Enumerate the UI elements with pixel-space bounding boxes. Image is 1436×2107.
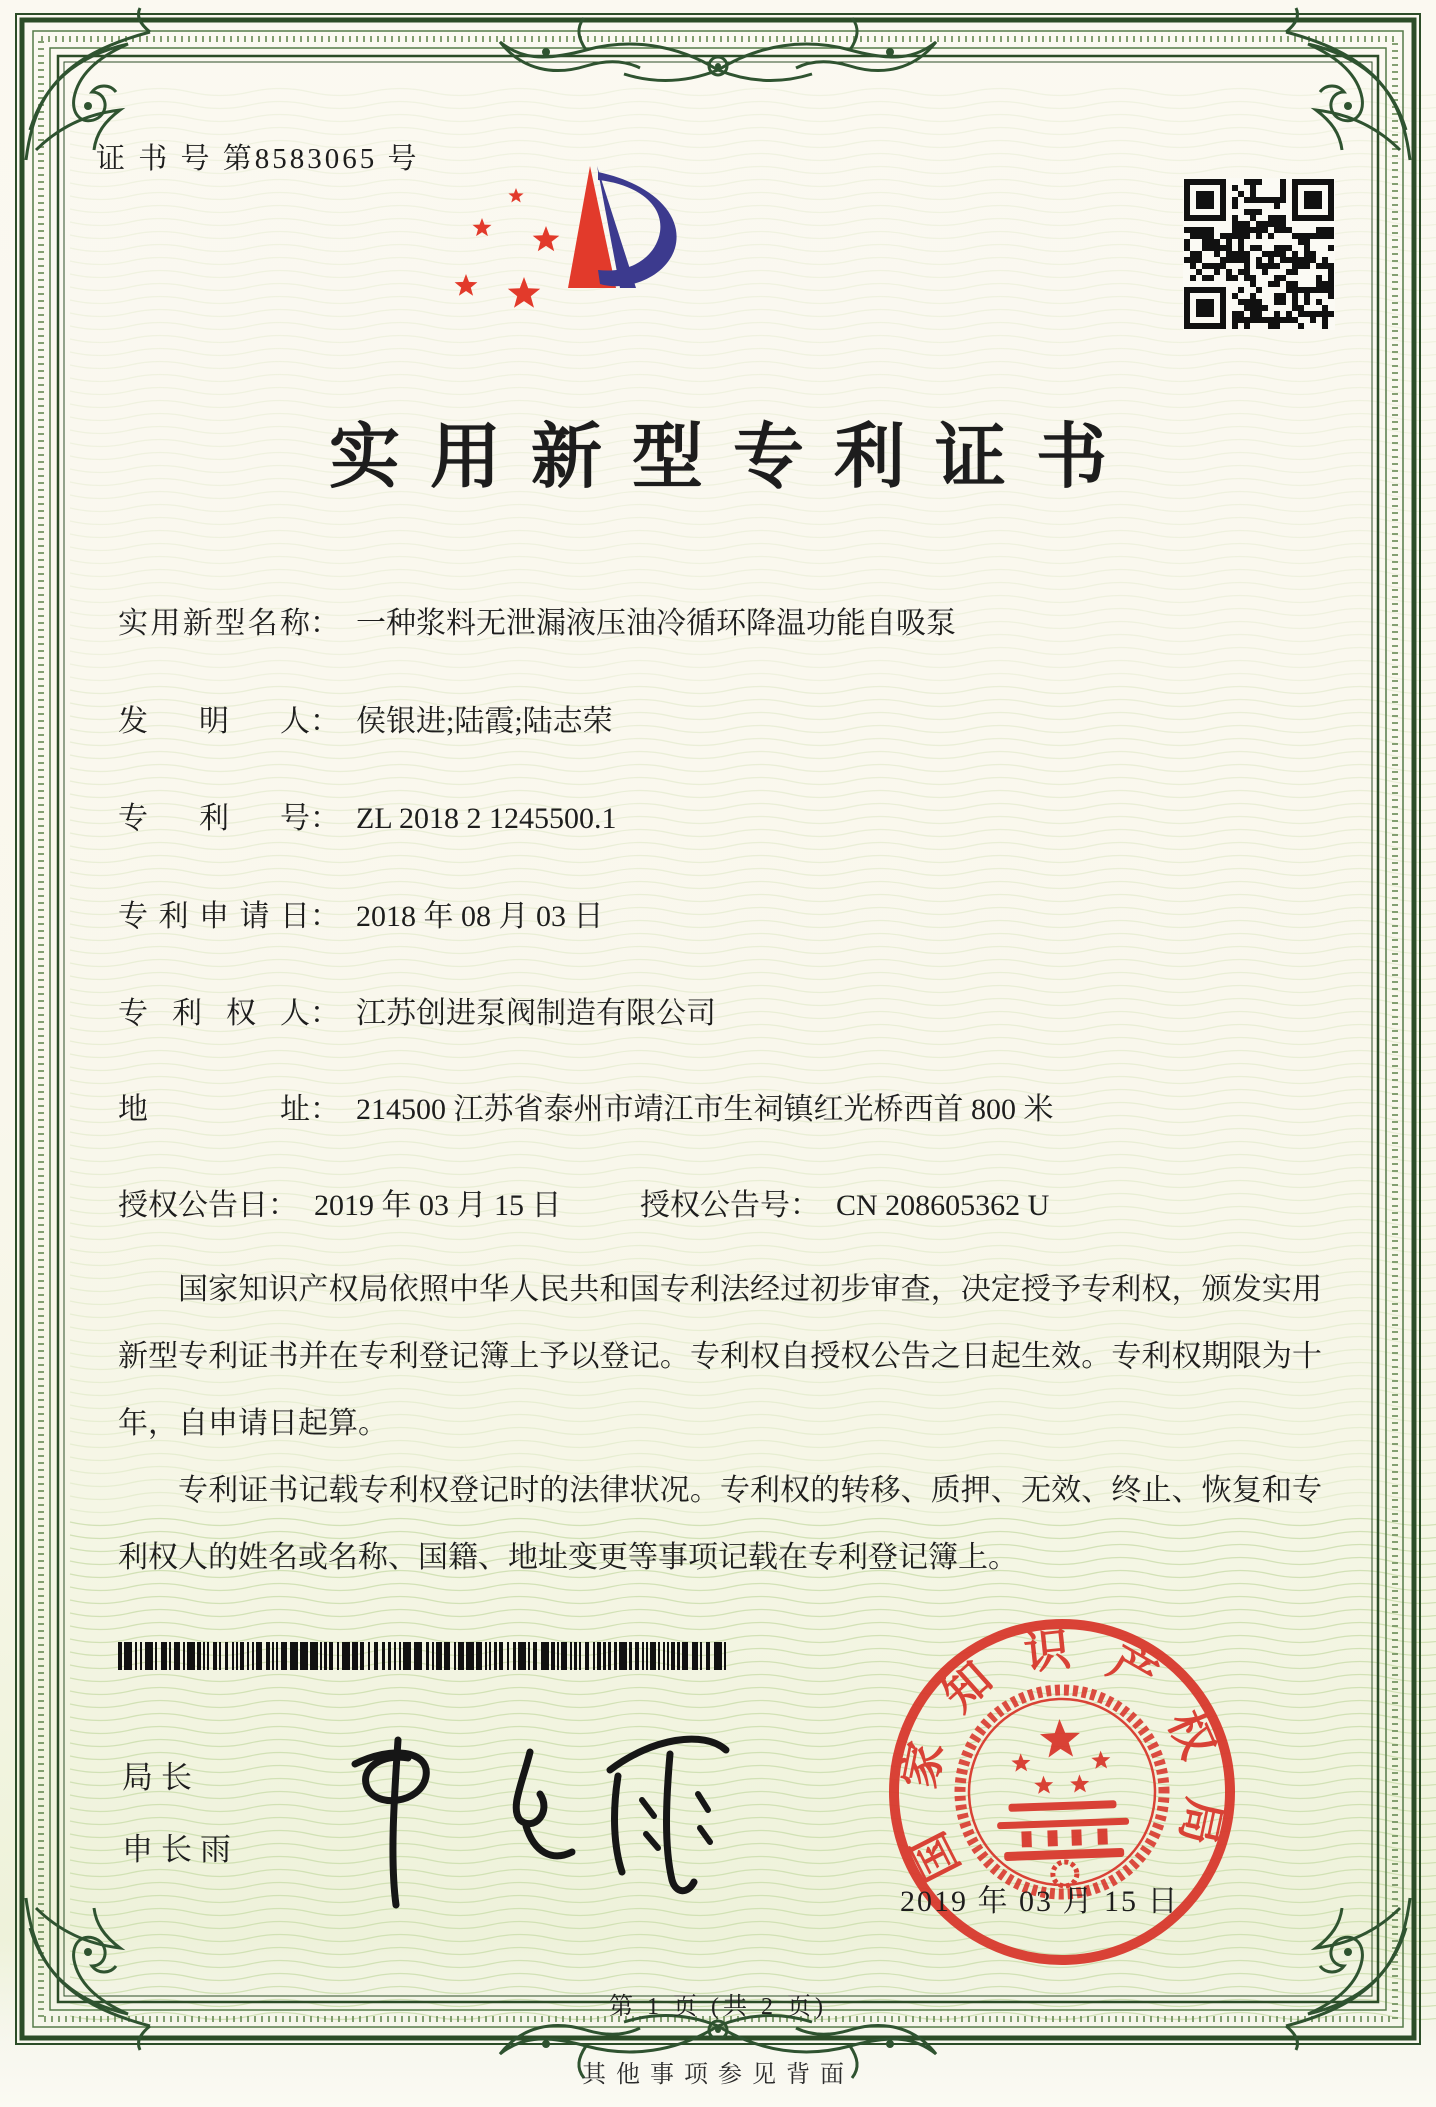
official-seal-icon (872, 1596, 1252, 1996)
svg-text:产: 产 (1100, 1635, 1166, 1704)
field-value: 一种浆料无泄漏液压油冷循环降温功能自吸泵 (356, 607, 956, 640)
seal-date: 2019 年 03 月 15 日 (900, 1885, 1180, 1918)
director-name: 申长雨 (122, 1832, 239, 1867)
back-side-note: 其他事项参见背面 (582, 2062, 854, 2088)
field-row-utility-model-name (118, 598, 956, 642)
field-value: CN 208605362 U (836, 1189, 1050, 1222)
field-label: 专利号 (118, 802, 310, 835)
grant-date-pair (118, 1189, 562, 1222)
legal-paragraph: 国家知识产权局依照中华人民共和国专利法经过初步审查，决定授予专利权，颁发实用新型专利证书并在专利登记簿上予以登记。专利权自授权公告之日起生效。专利权期限为十年，自申请日起算。 (118, 1273, 1322, 1440)
field-colon: ： (310, 1093, 340, 1126)
field-label: 专利权人 (118, 997, 310, 1030)
field-row-patent-number (118, 793, 617, 837)
field-colon: ： (310, 997, 340, 1030)
field-value: 侯银进;陆霞;陆志荣 (356, 705, 613, 738)
certificate-number: 证 书 号 第8583065 号 (96, 143, 420, 175)
field-colon: ： (310, 802, 340, 835)
qr-code (1183, 178, 1335, 330)
vine-ornament-icon (718, 18, 936, 80)
field-label: 授权公告日 (118, 1189, 268, 1222)
national-emblem-icon (957, 1687, 1168, 1898)
field-colon: ： (310, 705, 340, 738)
field-row-inventors (118, 696, 613, 740)
field-row-address (118, 1084, 1054, 1128)
svg-text:国: 国 (902, 1824, 970, 1889)
seal-text-arc (888, 1618, 1232, 1889)
svg-text:权: 权 (1158, 1703, 1224, 1766)
svg-text:家: 家 (893, 1737, 953, 1793)
svg-text:识: 识 (1021, 1623, 1073, 1680)
barcode (118, 1642, 743, 1672)
field-colon: ： (310, 607, 340, 640)
field-colon: ： (310, 900, 340, 933)
svg-text:局: 局 (1170, 1793, 1231, 1850)
field-row-patentee (118, 988, 716, 1032)
field-value: 214500 江苏省泰州市靖江市生祠镇红光桥西首 800 米 (356, 1093, 1054, 1126)
logo-stars-icon (455, 188, 560, 308)
field-value: 2018 年 08 月 03 日 (356, 900, 604, 933)
legal-text-block (118, 1256, 1322, 1591)
field-value: ZL 2018 2 1245500.1 (356, 802, 617, 835)
field-label: 发明人 (118, 705, 310, 738)
field-row-grant (118, 1180, 1050, 1224)
field-value: 江苏创进泵阀制造有限公司 (356, 997, 716, 1030)
field-label: 实用新型名称 (118, 607, 310, 640)
grant-number-pair (640, 1180, 1049, 1224)
certificate-title: 实用新型专利证书 (328, 419, 1137, 497)
cnipa-logo-icon (420, 110, 680, 310)
field-colon: ： (790, 1189, 820, 1222)
legal-paragraph: 专利证书记载专利权登记时的法律状况。专利权的转移、质押、无效、终止、恢复和专利权人的姓名或名称、国籍、地址变更等事项记载在专利登记簿上。 (118, 1474, 1322, 1574)
field-row-filing-date (118, 891, 604, 935)
director-title: 局长 (122, 1760, 200, 1795)
field-label: 地址 (118, 1093, 310, 1126)
director-signature-icon (280, 1700, 760, 1930)
field-label: 专利申请日 (118, 900, 310, 933)
page-number: 第 1 页 (共 2 页) (609, 1994, 827, 2020)
field-label: 授权公告号 (640, 1189, 790, 1222)
field-value: 2019 年 03 月 15 日 (314, 1189, 562, 1222)
svg-text:知: 知 (933, 1652, 1002, 1722)
field-colon: ： (268, 1189, 298, 1222)
